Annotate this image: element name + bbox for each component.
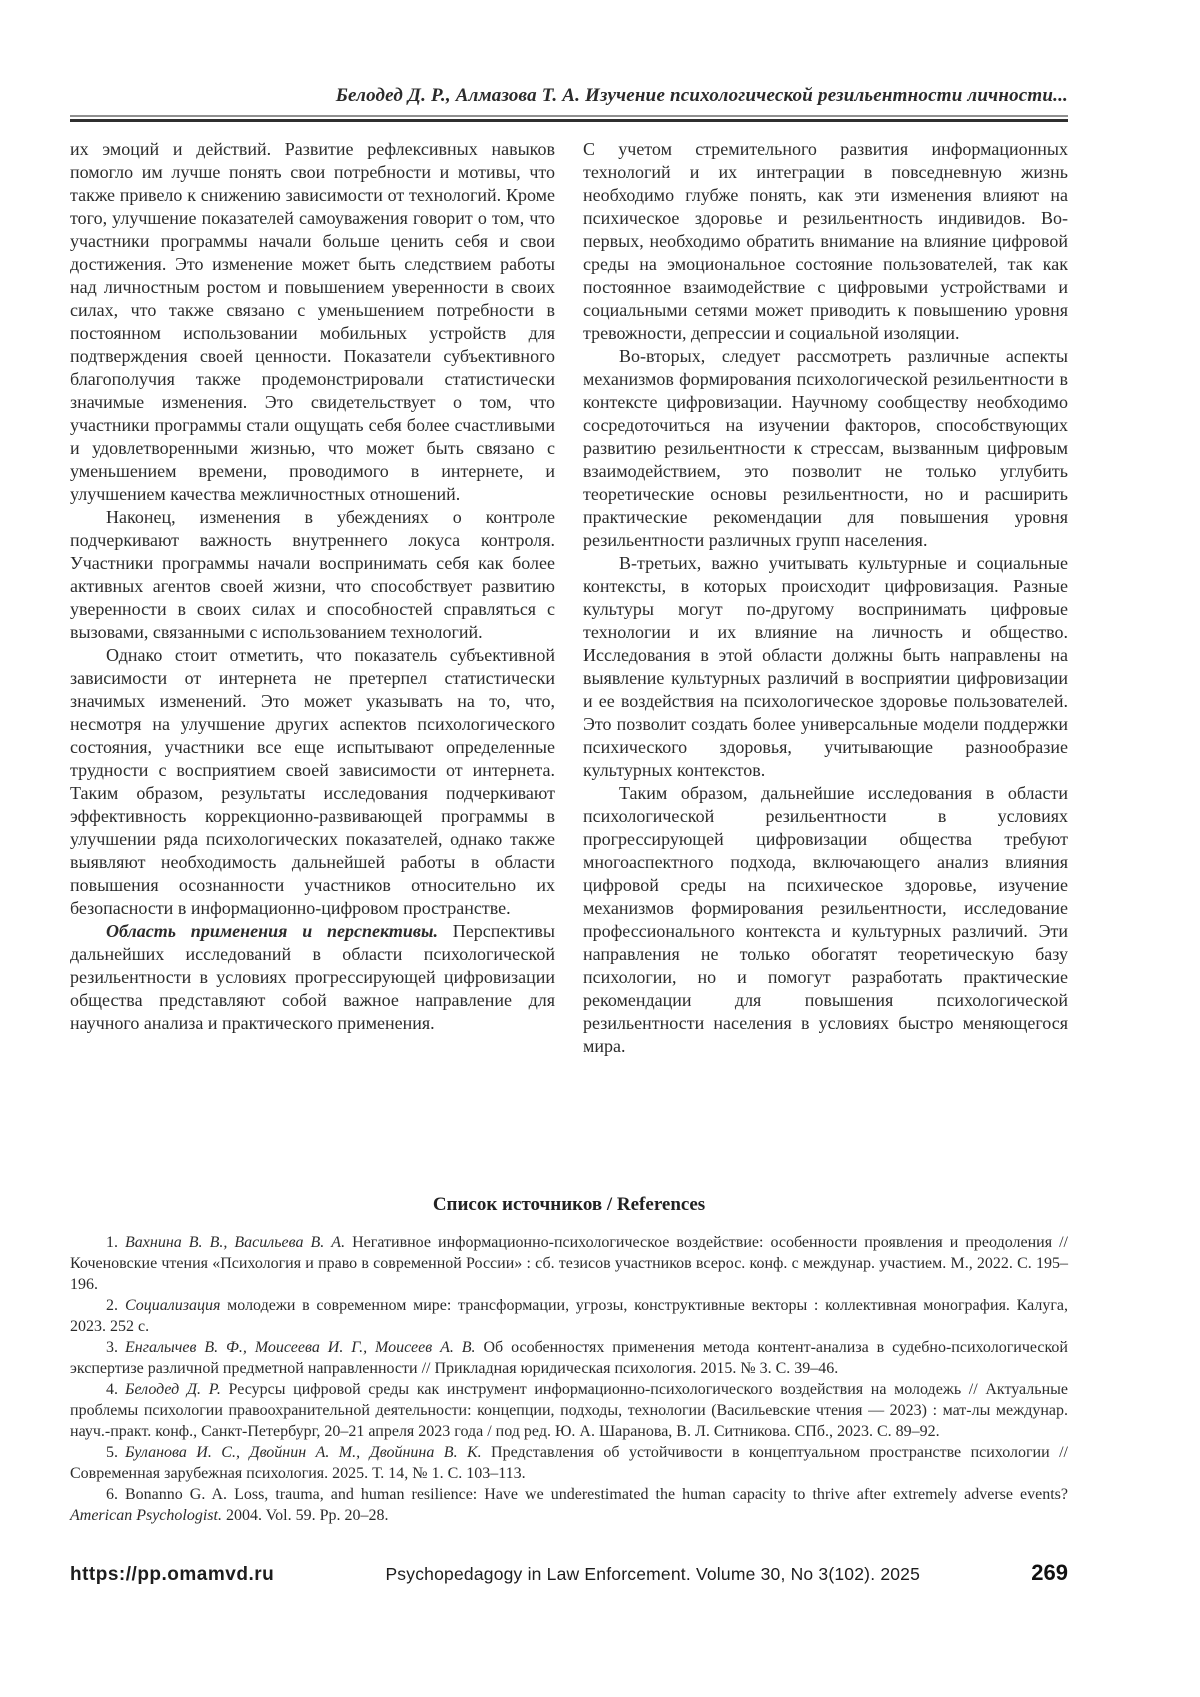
reference-number: 1. [106,1234,118,1251]
text-run: Область применения и перспективы. [106,921,438,941]
paragraph [583,552,1068,782]
text-run: Белодед Д. Р. [125,1381,221,1398]
reference-item [70,1232,1068,1295]
text-run: Перспективы дальнейших исследований в области психологической резильентности в условиях прогрессирующей цифровизации общества представляют собой важное направление для научного анализа и практического применения. [70,921,555,1033]
reference-item [70,1484,1068,1526]
left-column [70,138,555,1035]
journal-url: https://pp.omamvd.ru [70,1564,275,1585]
journal-citation: Psychopedagogy in Law Enforcement. Volume 30, No 3(102). 2025 [385,1564,921,1584]
references-list [70,1232,1068,1526]
reference-item [70,1337,1068,1379]
text-run: Наконец, изменения в убеждениях о контроле подчеркивают важность внутреннего локуса контроля. Участники программы начали воспринимать себя как более активных агентов своей жизни, что способствует развитию уверенности в своих силах и способностей справляться с вызовами, связанными с использованием технологий. [70,507,555,642]
reference-number: 5. [106,1444,118,1461]
text-run: Негативное информационно-психологическое воздействие: особенности проявления и преодоления // Коченовские чтения «Психология и право в современной России» : сб. тезисов участников всерос. конф. с междунар. участием. М., 2022. С. 195–196. [70,1234,1068,1293]
text-run: Представления об устойчивости в концептуальном пространстве психологии // Современная зарубежная психология. 2025. Т. 14, № 1. С. 103–113. [70,1444,1068,1482]
text-run: Bonanno G. A. Loss, trauma, and human resilience: Have we underestimated the human capacity to thrive after extremely adverse events? [125,1486,1068,1503]
paragraph [583,782,1068,1058]
paragraph [583,345,1068,552]
reference-number: 2. [106,1297,118,1314]
text-run: Социализация [125,1297,221,1314]
text-run: молодежи в современном мире: трансформации, угрозы, конструктивные векторы : коллективная монография. Калуга, 2023. 252 с. [70,1297,1068,1335]
text-run: В-третьих, важно учитывать культурные и социальные контексты, в которых происходит цифровизация. Разные культуры могут по-другому воспринимать цифровые технологии и их влияние на личность и общество. Исследования в этой области должны быть направлены на выявление культурных различий в восприятии цифровизации и ее воздействия на психологическое здоровье пользователей. Это позволит создать более универсальные модели поддержки психического здоровья, учитывающие разнообразие культурных контекстов. [583,553,1068,780]
text-run: American Psychologist. [70,1507,222,1524]
text-run: Енгалычев В. Ф., Моисеева И. Г., Моисеев А. В. [125,1339,476,1356]
references-heading: Список источников / References [432,1194,706,1215]
text-run: Буланова И. С., Двойнин А. М., Двойнина В. К. [125,1444,482,1461]
reference-number: 3. [106,1339,118,1356]
reference-item [70,1442,1068,1484]
page-number: 269 [1031,1560,1068,1585]
paragraph [70,506,555,644]
text-run: Ресурсы цифровой среды как инструмент информационно-психологического воздействия на молодежь // Актуальные проблемы психологии правоохранительной деятельности: концепции, подходы, технологии (Васильевские чтения — 2023) : мат-лы междунар. науч.-практ. конф., Санкт-Петербург, 20–21 апреля 2023 года / под ред. Ю. А. Шаранова, В. Л. Ситникова. СПб., 2023. С. 89–92. [70,1381,1068,1440]
references-section [70,1194,1068,1526]
text-run: Во-вторых, следует рассмотреть различные аспекты механизмов формирования психологической резильентности в контексте цифровизации. Научному сообществу необходимо сосредоточиться на изучении факторов, способствующих развитию резильентности к стрессам, вызванным цифровым взаимодействием, это позволит не только углубить теоретические основы резильентности, но и расширить практические рекомендации для повышения уровня резильентности различных групп населения. [583,346,1068,550]
page-header [70,84,1068,122]
reference-number: 4. [106,1381,118,1398]
right-column [583,138,1068,1058]
reference-item [70,1379,1068,1442]
running-title: Белодед Д. Р., Алмазова Т. А. Изучение психологической резильентности личности... [335,85,1068,106]
paragraph [70,138,555,506]
paragraph [583,138,1068,345]
reference-number: 6. [106,1486,118,1503]
paragraph [70,644,555,920]
text-run: Вахнина В. В., Васильева В. А. [125,1234,346,1251]
text-run: 2004. Vol. 59. Pp. 20–28. [221,1507,389,1524]
text-run: С учетом стремительного развития информационных технологий и их интеграции в повседневную жизнь необходимо глубже понять, как эти изменения влияют на психическое здоровье и резильентность индивидов. Во-первых, необходимо обратить внимание на влияние цифровой среды на эмоциональное состояние пользователей, так как постоянное взаимодействие с цифровыми устройствами и социальными сетями может приводить к повышению уровня тревожности, депрессии и социальной изоляции. [583,139,1068,343]
text-run: Однако стоит отметить, что показатель субъективной зависимости от интернета не претерпел статистически значимых изменений. Это может указывать на то, что, несмотря на улучшение других аспектов психологического состояния, участники все еще испытывают определенные трудности с восприятием своей зависимости от интернета. Таким образом, результаты исследования подчеркивают эффективность коррекционно-развивающей программы в улучшении ряда психологических показателей, однако также выявляют необходимость дальнейшей работы в области повышения осознанности участников относительно их безопасности в информационно-цифровом пространстве. [70,645,555,918]
header-rule [70,115,1068,122]
reference-item [70,1295,1068,1337]
header-rule-thick-line [70,119,1068,122]
text-run: их эмоций и действий. Развитие рефлексивных навыков помогло им лучше понять свои потребности и мотивы, что также привело к снижению зависимости от технологий. Кроме того, улучшение показателей самоуважения говорит о том, что участники программы начали больше ценить себя и свои достижения. Это изменение может быть следствием работы над личностным ростом и повышением уверенности в своих силах, что также связано с уменьшением потребности в постоянном использовании мобильных устройств для подтверждения своей ценности. Показатели субъективного благополучия также продемонстрировали статистически значимые изменения. Это свидетельствует о том, что участники программы стали ощущать себя более счастливыми и удовлетворенными жизнью, что может быть связано с уменьшением времени, проводимого в интернете, и улучшением качества межличностных отношений. [70,139,555,504]
paragraph [70,920,555,1035]
text-run: Таким образом, дальнейшие исследования в области психологической резильентности в условиях прогрессирующей цифровизации общества требуют многоаспектного подхода, включающего анализ влияния цифровой среды на психическое здоровье, изучение механизмов формирования резильентности, исследование профессионального контекста и культурных различий. Эти направления не только обогатят теоретическую базу психологии, но и помогут разработать практические рекомендации для повышения психологической резильентности населения в условиях быстро меняющегося мира. [583,783,1068,1056]
page-footer [70,1560,1068,1586]
article-body [70,138,1068,1168]
text-run: Об особенностях применения метода контент-анализа в судебно-психологической экспертизе различной предметной направленности // Прикладная юридическая психология. 2015. № 3. С. 39–46. [70,1339,1068,1377]
